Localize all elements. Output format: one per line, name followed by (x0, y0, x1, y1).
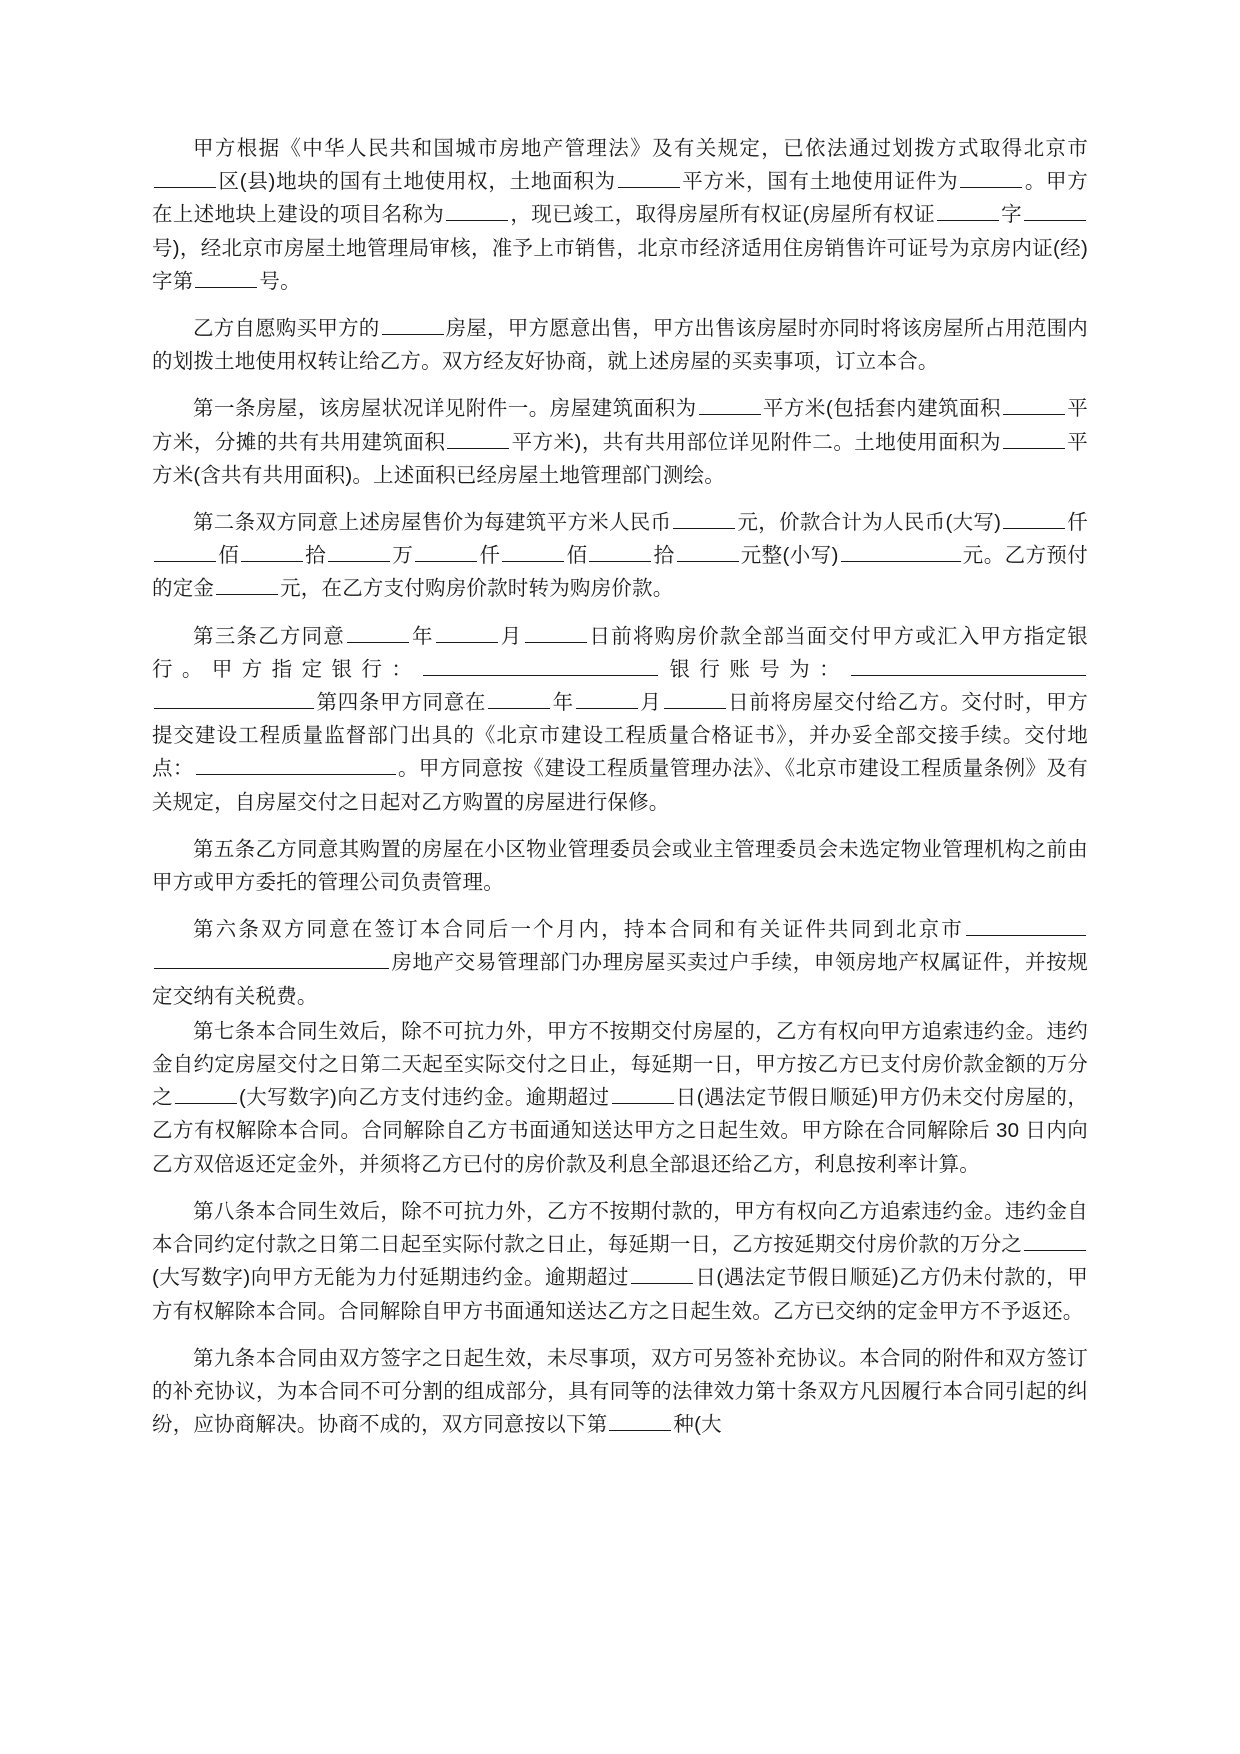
fill-in-blank[interactable] (631, 1263, 693, 1285)
text-run: 第二条双方同意上述房屋售价为每建筑平方米人民币 (193, 511, 672, 535)
text-run: 房屋，甲方愿意出售，甲方出售该房屋时亦同时将该房屋所占用范围内的划拨土地使用权转让给乙方。双方经友好协商，就上述房屋的买卖事项，订立本合。 (152, 317, 1088, 374)
paragraph-article-1 (152, 392, 1088, 492)
fill-in-blank[interactable] (677, 541, 739, 563)
paragraph-article-8 (152, 1195, 1088, 1328)
fill-in-blank[interactable] (525, 621, 587, 643)
text-run: 第三条乙方同意 (193, 624, 346, 648)
text-run: 平方米，分摊的共有共用建筑面积 (152, 397, 1088, 454)
paragraph-article-3-4 (152, 620, 1088, 819)
text-run: 日(遇法定节假日顺延)乙方仍未付款的，甲方有权解除本合同。合同解除自甲方书面通知送达乙方之日起生效。乙方已交纳的定金甲方不予返还。 (152, 1266, 1088, 1323)
fill-in-blank[interactable] (699, 394, 761, 416)
fill-in-blank[interactable] (415, 541, 477, 563)
text-run: 号)，经北京市房屋土地管理局审核，准予上市销售，北京市经济适用住房销售许可证号为京房内证(经)字第 (152, 236, 1088, 293)
text-run: 第一条房屋，该房屋状况详见附件一。房屋建筑面积为 (193, 397, 697, 421)
fill-in-blank[interactable] (937, 200, 999, 222)
fill-in-blank[interactable] (589, 541, 651, 563)
text-run: (大写数字)向乙方支付违约金。逾期超过 (238, 1086, 610, 1110)
text-run: 种(大 (673, 1413, 722, 1437)
fill-in-blank[interactable] (960, 167, 1022, 189)
fill-in-blank[interactable] (446, 200, 508, 222)
text-run: 平方米(含共有共用面积)。上述面积已经房屋土地管理部门测绘。 (152, 430, 1088, 487)
fill-in-blank[interactable] (502, 541, 564, 563)
paragraph-article-6 (152, 913, 1088, 1013)
text-run: 仟 (479, 544, 501, 568)
text-run: 第九条本合同由双方签字之日起生效，未尽事项，双方可另签补充协议。本合同的附件和双方签订的补充协议，为本合同不可分割的组成部分，具有同等的法律效力第十条双方凡因履行本合同引起的纠纷，应协商解决。协商不成的，双方同意按以下第 (152, 1346, 1088, 1437)
text-run: (大写数字)向甲方无能为力付延期违约金。逾期超过 (152, 1266, 630, 1290)
text-run: 仟 (1067, 511, 1089, 535)
fill-in-blank[interactable] (154, 948, 389, 970)
fill-in-blank[interactable] (328, 541, 390, 563)
fill-in-blank[interactable] (1003, 427, 1065, 449)
fill-in-blank[interactable] (612, 1083, 674, 1105)
fill-in-blank[interactable] (673, 508, 735, 530)
text-run: 乙方自愿购买甲方的 (193, 317, 380, 341)
fill-in-blank[interactable] (1024, 200, 1086, 222)
text-run: 月 (639, 691, 662, 715)
fill-in-blank[interactable] (436, 621, 498, 643)
text-run: 年 (411, 624, 434, 648)
text-run: 第六条双方同意在签订本合同后一个月内，持本合同和有关证件共同到北京市 (193, 918, 964, 942)
fill-in-blank[interactable] (966, 915, 1086, 937)
paragraph-article-9-10 (152, 1342, 1088, 1442)
fill-in-blank[interactable] (618, 167, 680, 189)
text-run: 拾 (653, 544, 675, 568)
text-run: ，现已竣工，取得房屋所有权证(房屋所有权证 (510, 203, 935, 227)
text-run: 元整(小写) (740, 544, 839, 568)
fill-in-blank[interactable] (195, 266, 257, 288)
fill-in-blank[interactable] (347, 621, 409, 643)
text-run: 平方米)，共有共用部位详见附件二。土地使用面积为 (511, 430, 1002, 454)
text-run: 。甲方同意按《建设工程质量管理办法》、《北京市建设工程质量条例》及有关规定，自房屋交付之日起对乙方购置的房屋进行保修。 (152, 757, 1088, 814)
fill-in-blank[interactable] (1003, 394, 1065, 416)
fill-in-blank[interactable] (154, 541, 216, 563)
fill-in-blank[interactable] (851, 654, 1086, 676)
fill-in-blank[interactable] (423, 654, 658, 676)
fill-in-blank[interactable] (1024, 1230, 1086, 1252)
text-run: 年 (552, 691, 574, 715)
text-run: 日前将房屋交付给乙方。交付时，甲方提交建设工程质量监督部门出具的《北京市建设工程质量合格证书》，并办妥全部交接手续。交付地点： (152, 691, 1089, 781)
text-run: 第八条本合同生效后，除不可抗力外，乙方不按期付款的，甲方有权向乙方追索违约金。违约金自本合同约定付款之日第二日起至实际付款之日止，每延期一日，乙方按延期交付房价款的万分之 (152, 1199, 1088, 1257)
fill-in-blank[interactable] (447, 427, 509, 449)
text-run: 佰 (218, 544, 240, 568)
text-run: 第四条甲方同意在 (316, 691, 487, 715)
text-run: 月 (499, 624, 523, 648)
fill-in-blank[interactable] (576, 688, 638, 710)
text-run: 银行账号为： (660, 657, 849, 681)
fill-in-blank[interactable] (664, 688, 726, 710)
text-run: 元。乙方预付的定金 (152, 544, 1088, 601)
fill-in-blank[interactable] (1003, 508, 1065, 530)
text-run: 第五条乙方同意其购置的房屋在小区物业管理委员会或业主管理委员会未选定物业管理机构之前由甲方或甲方委托的管理公司负责管理。 (152, 837, 1088, 895)
paragraph-article-5 (152, 833, 1088, 899)
fill-in-blank[interactable] (488, 688, 550, 710)
fill-in-blank[interactable] (175, 1083, 237, 1105)
fill-in-blank[interactable] (216, 574, 278, 596)
text-run: 平方米(包括套内建筑面积 (762, 397, 1001, 421)
fill-in-blank[interactable] (241, 541, 303, 563)
paragraph-preamble (152, 132, 1088, 298)
fill-in-blank[interactable] (841, 541, 961, 563)
text-run: 日前将购房价款全部当面交付甲方或汇入甲方指定银行。甲方指定银行： (152, 624, 1088, 681)
text-run: 区(县)地块的国有土地使用权，土地面积为 (218, 170, 616, 194)
fill-in-blank[interactable] (196, 754, 396, 776)
text-run: 拾 (305, 544, 327, 568)
fill-in-blank[interactable] (609, 1410, 671, 1432)
text-run: 万 (392, 544, 414, 568)
paragraph-article-7 (152, 1015, 1088, 1181)
text-run: 第七条本合同生效后，除不可抗力外，甲方不按期交付房屋的，乙方有权向甲方追索违约金。违约金自约定房屋交付之日第二天起至实际交付之日止，每延期一日，甲方按乙方已支付房价款金额的万分之 (152, 1019, 1088, 1110)
text-run: 字 (1000, 203, 1022, 227)
paragraph-article-2 (152, 506, 1088, 606)
text-run: 平方米，国有土地使用证件为 (681, 170, 959, 194)
document-body (152, 132, 1088, 1441)
text-run: 。甲方在上述地块上建设的项目名称为 (152, 170, 1088, 227)
text-run: 甲方根据《中华人民共和国城市房地产管理法》及有关规定，已依法通过划拨方式取得北京市 (193, 137, 1088, 160)
fill-in-blank[interactable] (154, 688, 314, 710)
text-run: 元，在乙方支付购房价款时转为购房价款。 (280, 577, 674, 601)
paragraph-buyer-intent (152, 312, 1088, 378)
text-run: 号。 (259, 269, 301, 293)
text-run: 佰 (566, 544, 588, 568)
text-run: 日(遇法定节假日顺延)甲方仍未交付房屋的，乙方有权解除本合同。合同解除自乙方书面通知送达甲方之日起生效。甲方除在合同解除后 30 日内向乙方双倍返还定金外，并须将乙方已付的房价款及利息全部退还给乙方，利息按利率计算。 (152, 1086, 1089, 1176)
fill-in-blank[interactable] (154, 167, 216, 189)
text-run: 元，价款合计为人民币(大写) (737, 511, 1002, 535)
text-run: 房地产交易管理部门办理房屋买卖过户手续，申领房地产权属证件，并按规定交纳有关税费。 (152, 951, 1088, 1008)
fill-in-blank[interactable] (382, 314, 444, 336)
